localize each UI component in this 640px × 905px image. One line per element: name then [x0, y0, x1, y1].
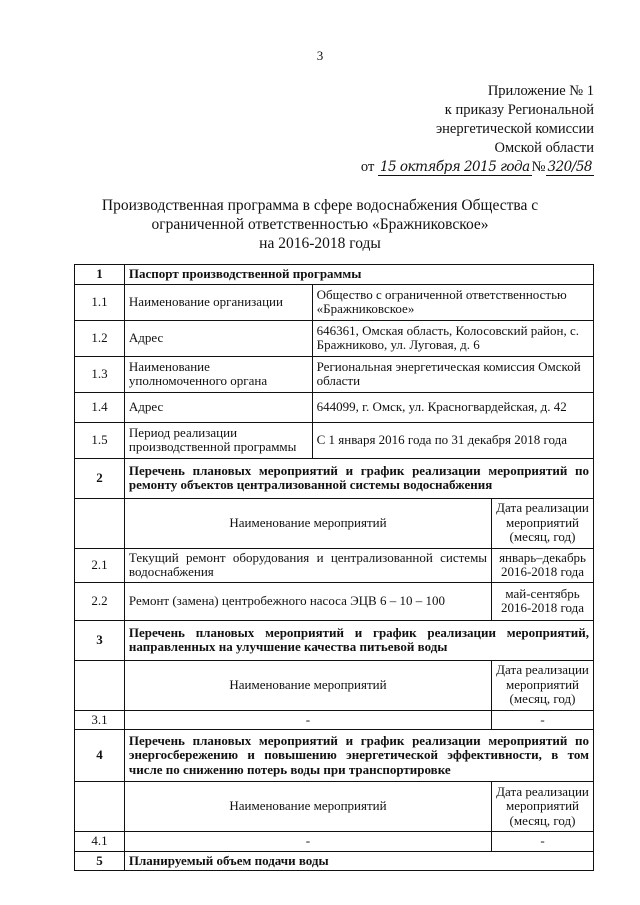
row-number: 1.4: [75, 392, 125, 422]
page-number: 3: [316, 48, 324, 63]
appendix-line-4: Омской области: [494, 140, 594, 156]
column-header-name: Наименование мероприятий: [124, 498, 491, 548]
row-value: Региональная энергетическая комиссия Омской области: [312, 356, 593, 392]
row-date: -: [492, 832, 594, 852]
row-number: 1.1: [75, 284, 125, 320]
row-name: -: [124, 710, 491, 730]
column-header-name: Наименование мероприятий: [124, 660, 491, 710]
document-title: [0, 196, 640, 253]
section-3-header: [75, 620, 594, 660]
row-name: -: [124, 832, 491, 852]
title-line-3: на 2016-2018 годы: [259, 235, 381, 252]
row-number: 4.1: [75, 832, 125, 852]
column-header-date: Дата реализации мероприятий (месяц, год): [492, 498, 594, 548]
row-value: 646361, Омская область, Колосовский район, с. Бражниково, ул. Луговая, д. 6: [312, 320, 593, 356]
table-row: [75, 422, 594, 458]
section-2-header: [75, 458, 594, 498]
title-line-2: ограниченной ответственностью «Бражниковское»: [151, 216, 489, 233]
row-value: С 1 января 2016 года по 31 декабря 2018 года: [312, 422, 593, 458]
section-number: 4: [75, 730, 125, 782]
section-title: Перечень плановых мероприятий и график реализации мероприятий по энергосбережению и повышению энергетической эффективности, в том числе по снижению потерь воды при транспортировке: [124, 730, 593, 782]
row-name: Текущий ремонт оборудования и централизованной системы водоснабжения: [124, 548, 491, 582]
section-title: Планируемый объем подачи воды: [124, 851, 593, 871]
table-row: [75, 710, 594, 730]
table-row: [75, 356, 594, 392]
column-header-row: [75, 782, 594, 832]
table-row: [75, 832, 594, 852]
section-5-header: [75, 851, 594, 871]
section-number: 3: [75, 620, 125, 660]
section-1-header: [75, 265, 594, 285]
appendix-line-1: Приложение № 1: [487, 83, 594, 99]
program-table: [74, 264, 594, 871]
row-label: Наименование организации: [124, 284, 312, 320]
title-line-1: Производственная программа в сфере водоснабжения Общества с: [101, 197, 539, 214]
row-label: Адрес: [124, 392, 312, 422]
row-date: -: [492, 710, 594, 730]
row-label: Наименование уполномоченного органа: [124, 356, 312, 392]
row-number: 1.5: [75, 422, 125, 458]
section-number: 1: [75, 265, 125, 285]
date-prefix: от: [360, 159, 375, 175]
order-date: 15 октября 2015 года: [379, 159, 530, 175]
section-title: Паспорт производственной программы: [124, 265, 593, 285]
order-date-line: [361, 158, 594, 177]
table-row: [75, 392, 594, 422]
row-value: 644099, г. Омск, ул. Красногвардейская, д. 42: [312, 392, 593, 422]
section-number: 5: [75, 851, 125, 871]
row-name: Ремонт (замена) центробежного насоса ЭЦВ 6 – 10 – 100: [124, 582, 491, 620]
row-number: 2.2: [75, 582, 125, 620]
column-header-name: Наименование мероприятий: [124, 782, 491, 832]
row-label: Период реализации производственной программы: [124, 422, 312, 458]
column-header-row: [75, 660, 594, 710]
column-header-row: [75, 498, 594, 548]
number-sign: №: [531, 159, 546, 175]
appendix-line-3: энергетической комиссии: [435, 121, 594, 137]
row-number: 1.3: [75, 356, 125, 392]
column-header-date: Дата реализации мероприятий (месяц, год): [492, 782, 594, 832]
table-row: [75, 320, 594, 356]
appendix-header: [361, 82, 594, 177]
empty-cell: [75, 782, 125, 832]
row-number: 1.2: [75, 320, 125, 356]
table-row: [75, 548, 594, 582]
section-title: Перечень плановых мероприятий и график реализации мероприятий по ремонту объектов централизованной системы водоснабжения: [124, 458, 593, 498]
row-number: 3.1: [75, 710, 125, 730]
empty-cell: [75, 660, 125, 710]
section-number: 2: [75, 458, 125, 498]
row-value: Общество с ограниченной ответственностью «Бражниковское»: [312, 284, 593, 320]
row-number: 2.1: [75, 548, 125, 582]
section-4-header: [75, 730, 594, 782]
section-title: Перечень плановых мероприятий и график реализации мероприятий, направленных на улучшение качества питьевой воды: [124, 620, 593, 660]
table-row: [75, 284, 594, 320]
order-number: 320/58: [547, 159, 592, 175]
column-header-date: Дата реализации мероприятий (месяц, год): [492, 660, 594, 710]
row-date: январь–декабрь 2016-2018 года: [492, 548, 594, 582]
appendix-line-2: к приказу Региональной: [444, 102, 594, 118]
row-date: май-сентябрь 2016-2018 года: [492, 582, 594, 620]
row-label: Адрес: [124, 320, 312, 356]
table-row: [75, 582, 594, 620]
empty-cell: [75, 498, 125, 548]
